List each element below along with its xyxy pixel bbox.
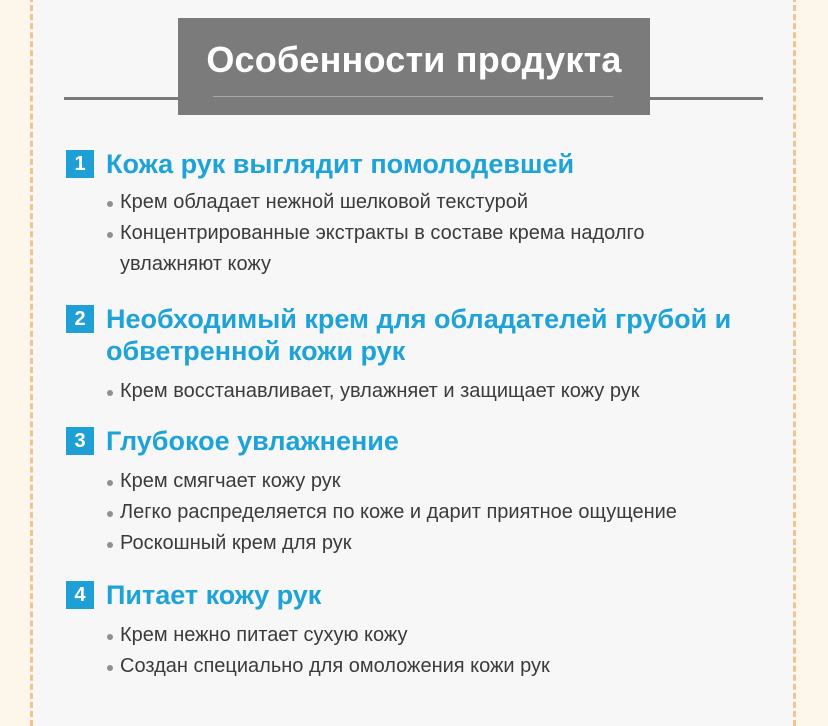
page-title: Особенности продукта [206,39,622,80]
feature-title: Необходимый крем для обладателей грубой и обветренной кожи рук [106,304,732,366]
feature-bullet-list [66,466,766,559]
feature-bullet: Создан специально для омоложения кожи рук [106,651,766,682]
feature-title: Глубокое увлажнение [106,426,399,456]
feature-section-1 [66,148,766,280]
feature-bullet: Крем смягчает кожу рук [106,466,766,497]
feature-bullet: Крем восстанавливает, увлажняет и защищает кожу рук [106,376,766,407]
feature-bullet: Крем обладает нежной шелковой текстурой [106,187,766,218]
feature-title: Кожа рук выглядит помолодевшей [106,149,575,179]
feature-bullet-list [66,376,766,407]
feature-section-4 [66,579,766,682]
feature-number-badge: 2 [66,305,94,333]
feature-bullet: Роскошный крем для рук [106,528,766,559]
feature-heading [66,579,766,611]
feature-title: Питает кожу рук [106,580,322,610]
feature-bullet: Концентрированные экстракты в составе крема надолго увлажняют кожу [106,218,730,280]
feature-number-badge: 4 [66,581,94,609]
feature-number-badge: 1 [66,150,94,178]
feature-bullet: Легко распределяется по коже и дарит приятное ощущение [106,497,766,528]
feature-heading [66,148,766,180]
title-underline [213,96,613,97]
feature-bullet-list [66,187,766,280]
feature-heading [66,425,766,457]
header-banner [178,18,650,115]
feature-bullet: Крем нежно питает сухую кожу [106,620,766,651]
feature-section-3 [66,425,766,559]
feature-heading [66,303,776,367]
feature-number-badge: 3 [66,427,94,455]
feature-bullet-list [66,620,766,682]
feature-section-2 [66,303,766,407]
